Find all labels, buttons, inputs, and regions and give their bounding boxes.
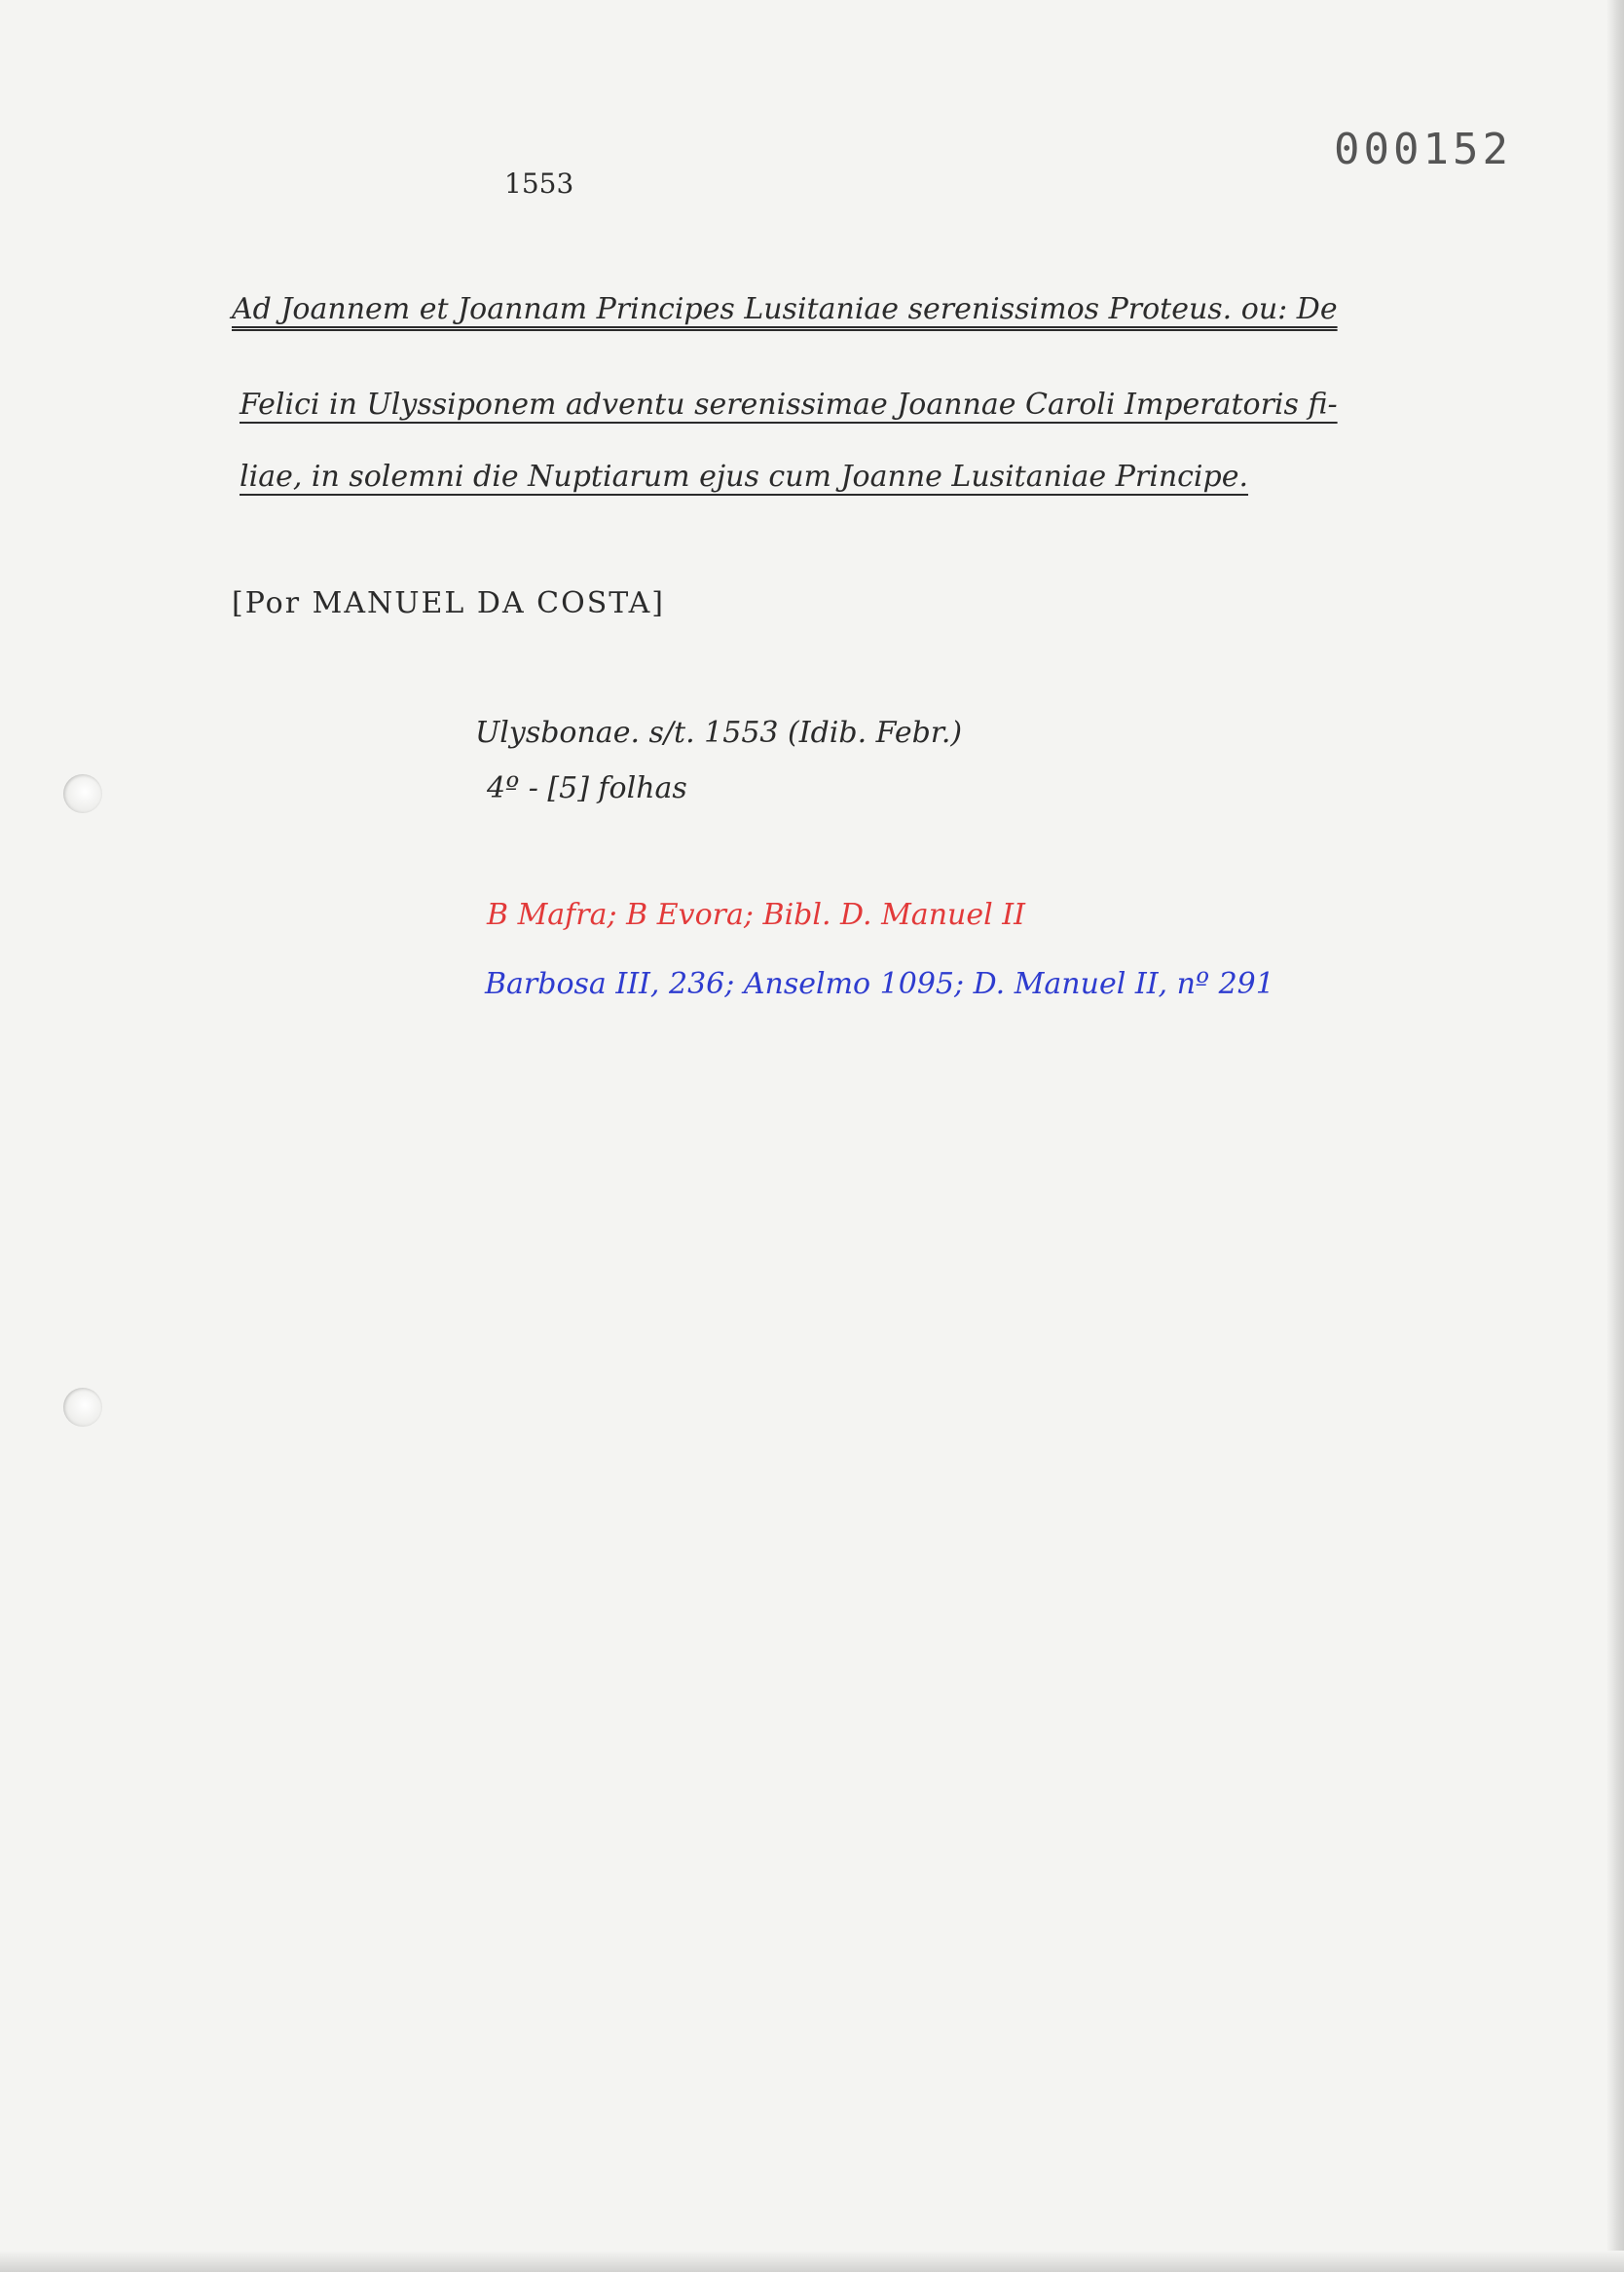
scan-edge-bottom bbox=[0, 2251, 1624, 2272]
scan-edge-right bbox=[1606, 0, 1624, 2272]
title-line-1: Ad Joannem et Joannam Principes Lusitaniae serenissimos Proteus. ou: De bbox=[232, 292, 1338, 326]
imprint-format: 4º - [5] folhas bbox=[487, 771, 687, 805]
year-heading: 1553 bbox=[504, 168, 574, 200]
imprint-place-date: Ulysbonae. s/t. 1553 (Idib. Febr.) bbox=[475, 716, 963, 750]
punch-hole-top bbox=[63, 774, 102, 813]
bibliographic-references: Barbosa III, 236; Anselmo 1095; D. Manuel II, nº 291 bbox=[485, 967, 1274, 1001]
library-locations: B Mafra; B Evora; Bibl. D. Manuel II bbox=[487, 898, 1025, 932]
record-number: 000152 bbox=[1334, 125, 1512, 174]
title-line-2: Felici in Ulyssiponem adventu serenissimae Joannae Caroli Imperatoris fi- bbox=[240, 388, 1338, 422]
title-line-3: liae, in solemni die Nuptiarum ejus cum Joanne Lusitaniae Principe. bbox=[240, 460, 1249, 494]
punch-hole-bottom bbox=[63, 1388, 102, 1427]
author-attribution: [Por MANUEL DA COSTA] bbox=[232, 586, 665, 620]
